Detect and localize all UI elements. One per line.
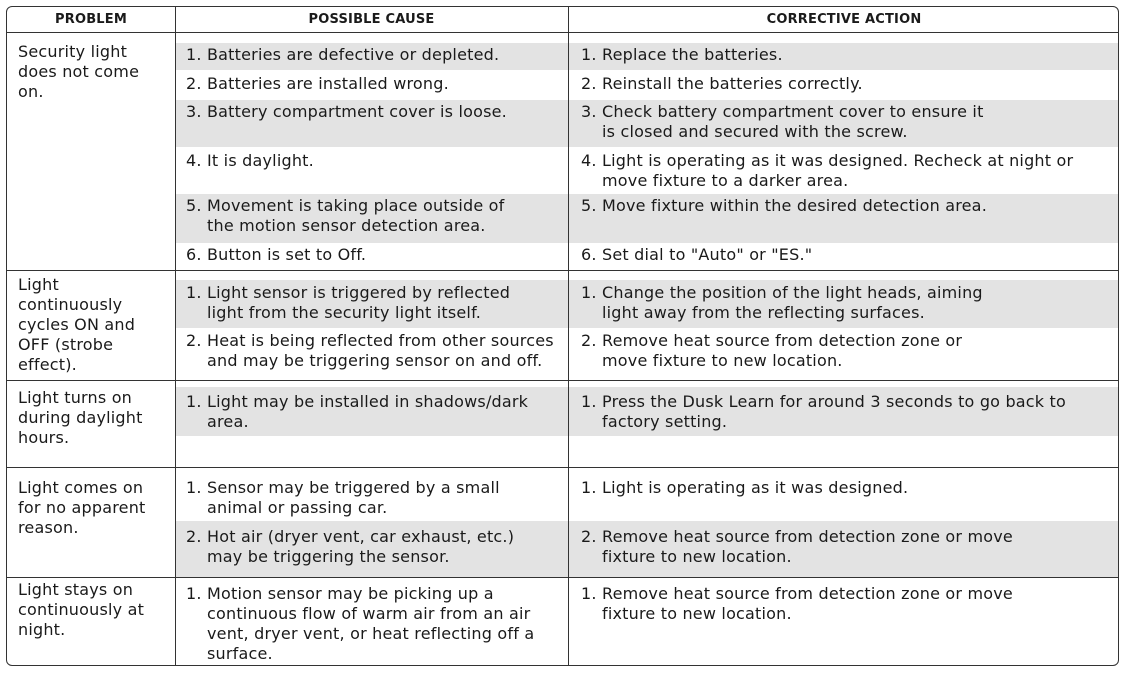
item-number: 1.	[581, 283, 597, 302]
cause-text: Battery compartment cover is loose.	[207, 102, 507, 121]
action-text: Reinstall the batteries correctly.	[602, 74, 863, 93]
action-text: Remove heat source from detection zone or move fixture to new location.	[602, 331, 963, 370]
item-number: 1.	[581, 584, 597, 603]
item-number: 1.	[186, 283, 202, 302]
problem-cell: Security light does not come on.	[18, 42, 140, 101]
troubleshooting-table	[6, 6, 1119, 666]
cause-item	[186, 45, 566, 65]
action-item	[581, 478, 1106, 498]
cause-item	[186, 392, 556, 432]
cause-item	[186, 74, 566, 94]
cause-text: Light sensor is triggered by reflected light from the security light itself.	[207, 283, 511, 322]
action-item	[581, 196, 1106, 216]
action-text: Remove heat source from detection zone or move fixture to new location.	[602, 527, 1013, 566]
action-text: Move fixture within the desired detection area.	[602, 196, 987, 215]
cause-text: It is daylight.	[207, 151, 314, 170]
problem-cell: Light continuously cycles ON and OFF (strobe effect).	[18, 275, 136, 374]
cause-item	[186, 478, 531, 518]
action-item	[581, 392, 1106, 432]
item-number: 1.	[186, 584, 202, 603]
item-number: 5.	[186, 196, 202, 215]
row-divider	[7, 467, 1118, 468]
header-corrective-action: CORRECTIVE ACTION	[766, 12, 922, 27]
action-text: Replace the batteries.	[602, 45, 783, 64]
cause-item	[186, 331, 568, 371]
row-divider	[7, 270, 1118, 271]
action-item	[581, 331, 981, 371]
cause-item	[186, 245, 566, 265]
cause-item	[186, 283, 526, 323]
cause-text: Sensor may be triggered by a small animal or passing car.	[207, 478, 500, 517]
action-text: Set dial to "Auto" or "ES."	[602, 245, 813, 264]
action-item	[581, 527, 1041, 567]
item-number: 1.	[186, 45, 202, 64]
cause-text: Light may be installed in shadows/dark area.	[207, 392, 529, 431]
cause-text: Motion sensor may be picking up a continuous flow of warm air from an air vent, dryer vent, or heat reflecting off a surface.	[207, 584, 535, 663]
item-number: 5.	[581, 196, 597, 215]
item-number: 4.	[186, 151, 202, 170]
item-number: 6.	[581, 245, 597, 264]
row-divider	[7, 380, 1118, 381]
action-text: Light is operating as it was designed. Recheck at night or move fixture to a darker area.	[602, 151, 1074, 190]
cause-text: Batteries are installed wrong.	[207, 74, 449, 93]
cause-text: Button is set to Off.	[207, 245, 367, 264]
header-possible-cause: POSSIBLE CAUSE	[308, 12, 435, 27]
cause-item	[186, 196, 526, 236]
action-text: Press the Dusk Learn for around 3 seconds to go back to factory setting.	[602, 392, 1067, 431]
cause-item	[186, 527, 531, 567]
item-number: 1.	[186, 478, 202, 497]
cause-text: Movement is taking place outside of the motion sensor detection area.	[207, 196, 505, 235]
action-text: Change the position of the light heads, aiming light away from the reflecting surfaces.	[602, 283, 983, 322]
item-number: 2.	[186, 331, 202, 350]
action-text: Remove heat source from detection zone or move fixture to new location.	[602, 584, 1013, 623]
action-text: Check battery compartment cover to ensure it is closed and secured with the screw.	[602, 102, 984, 141]
action-text: Light is operating as it was designed.	[602, 478, 909, 497]
action-item	[581, 245, 1106, 265]
item-number: 3.	[186, 102, 202, 121]
item-number: 6.	[186, 245, 202, 264]
row-divider	[7, 577, 1118, 578]
action-item	[581, 151, 1111, 191]
item-number: 2.	[581, 331, 597, 350]
cause-item	[186, 584, 556, 664]
item-number: 2.	[186, 527, 202, 546]
cause-text: Hot air (dryer vent, car exhaust, etc.) may be triggering the sensor.	[207, 527, 515, 566]
item-number: 3.	[581, 102, 597, 121]
item-number: 1.	[581, 478, 597, 497]
item-number: 1.	[581, 45, 597, 64]
item-number: 4.	[581, 151, 597, 170]
action-item	[581, 45, 1106, 65]
action-item	[581, 74, 1106, 94]
cause-item	[186, 151, 566, 171]
action-item	[581, 584, 1041, 624]
cause-text: Batteries are defective or depleted.	[207, 45, 500, 64]
item-number: 1.	[581, 392, 597, 411]
column-divider	[175, 7, 176, 665]
problem-cell: Light stays on continuously at night.	[18, 580, 145, 639]
cause-text: Heat is being reflected from other sources and may be triggering sensor on and off.	[207, 331, 554, 370]
item-number: 2.	[186, 74, 202, 93]
item-number: 2.	[581, 74, 597, 93]
problem-cell: Light turns on during daylight hours.	[18, 388, 143, 447]
column-divider	[568, 7, 569, 665]
problem-cell: Light comes on for no apparent reason.	[18, 478, 146, 537]
action-item	[581, 283, 1001, 323]
cause-item	[186, 102, 566, 122]
item-number: 1.	[186, 392, 202, 411]
action-item	[581, 102, 1001, 142]
item-number: 2.	[581, 527, 597, 546]
header-problem: PROBLEM	[55, 12, 127, 27]
